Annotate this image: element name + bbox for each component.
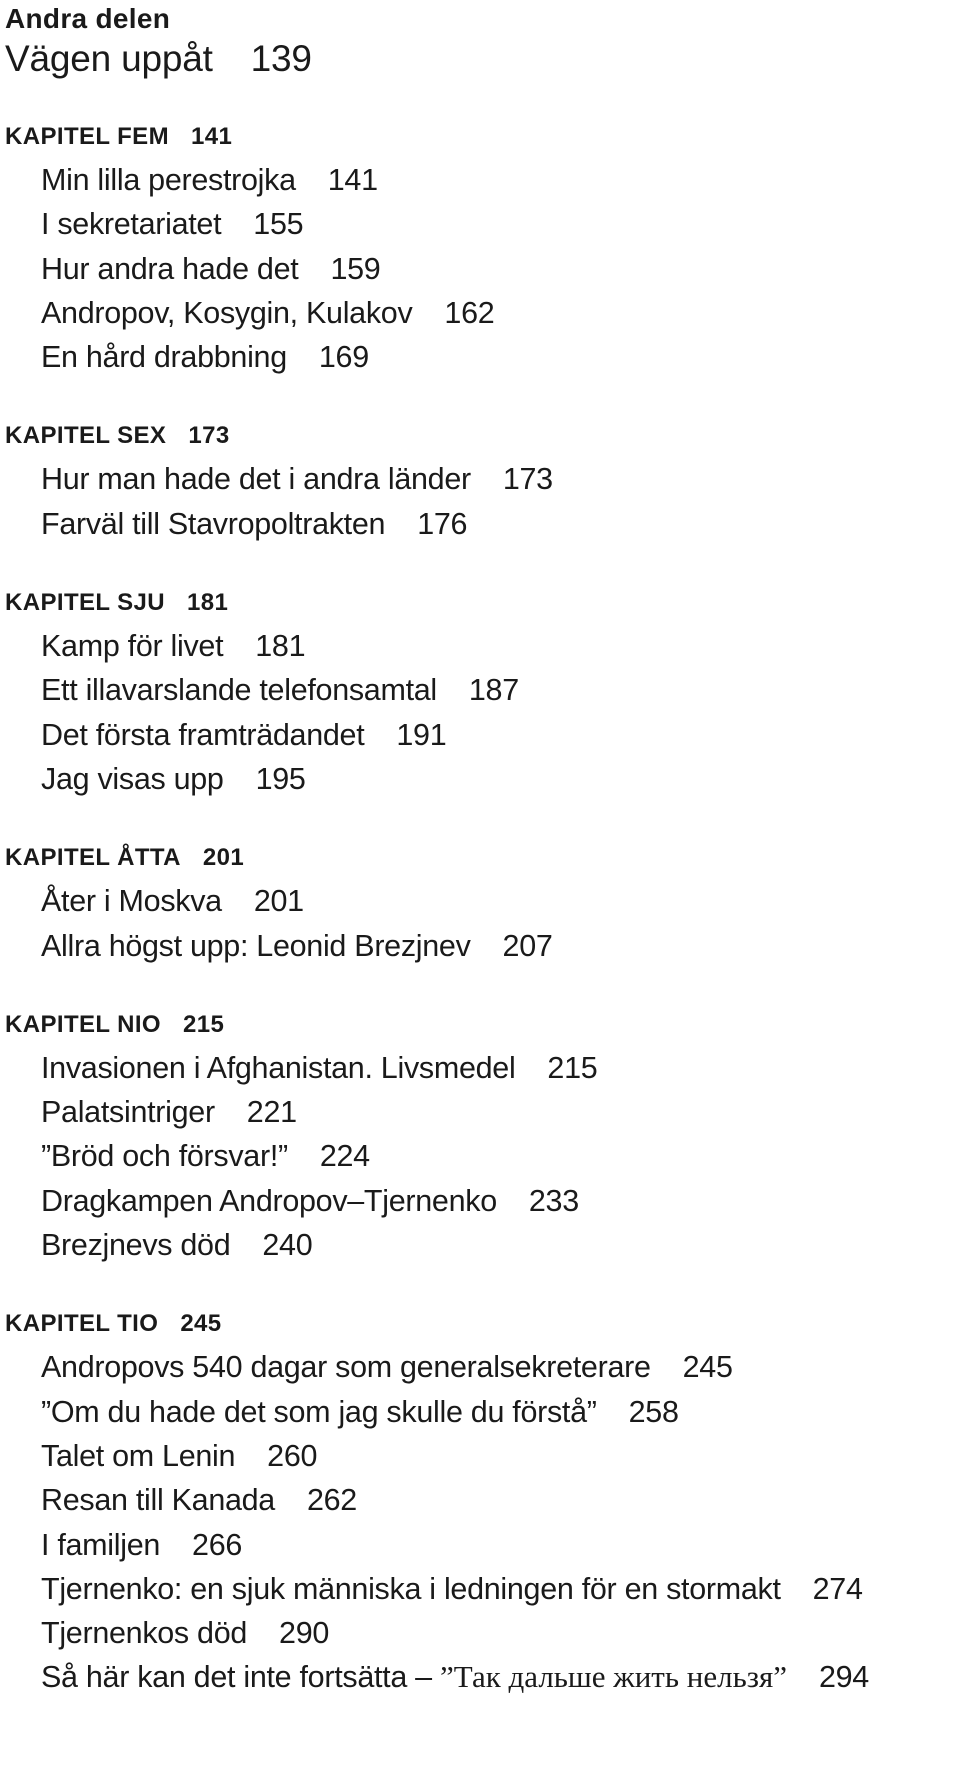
- entry-page-number: 290: [279, 1616, 330, 1651]
- entry-title: Invasionen i Afghanistan. Livsmedel: [41, 1050, 516, 1085]
- table-of-contents: [5, 0, 960, 1700]
- entry-title: I familjen: [41, 1527, 161, 1562]
- entry-page-number: 245: [682, 1350, 733, 1385]
- toc-entry: [41, 624, 960, 668]
- entry-page-number: 262: [306, 1483, 357, 1518]
- entry-page-number: 240: [262, 1228, 313, 1263]
- entry-title: En hård drabbning: [41, 340, 287, 375]
- entry-title: Andropovs 540 dagar som generalsekreterare: [41, 1350, 651, 1385]
- toc-entry: [41, 1567, 960, 1611]
- entry-title: Talet om Lenin: [41, 1438, 236, 1473]
- chapter-heading: [5, 421, 960, 451]
- entry-page-number: 176: [417, 506, 468, 541]
- part-label: Andra delen: [5, 3, 171, 34]
- entry-page-number: 260: [267, 1438, 318, 1473]
- toc-entry: [41, 1611, 960, 1655]
- toc-entry: [41, 757, 960, 801]
- toc-entry: [41, 291, 960, 335]
- entry-title-russian: ”Так дальше жить нельзя”: [440, 1659, 787, 1695]
- toc-entry: [41, 1223, 960, 1267]
- entry-title: Allra högst upp: Leonid Brezjnev: [41, 928, 471, 963]
- entry-list: [5, 1345, 960, 1699]
- toc-entry: [41, 1345, 960, 1389]
- toc-entry: [41, 502, 960, 546]
- entry-page-number: 173: [502, 462, 553, 497]
- entry-page-number: 181: [255, 629, 306, 664]
- chapter-page-number: 173: [188, 422, 230, 450]
- entry-title: Brezjnevs död: [41, 1228, 231, 1263]
- toc-entry: [41, 713, 960, 757]
- chapter-section: [5, 1010, 960, 1267]
- chapter-page-number: 245: [180, 1310, 222, 1338]
- entry-list: [5, 624, 960, 801]
- toc-entry: [41, 1090, 960, 1134]
- chapter-section: [5, 421, 960, 546]
- entry-title: Palatsintriger: [41, 1095, 215, 1130]
- chapter-heading-text: KAPITEL FEM: [5, 123, 169, 150]
- entry-title: Tjernenko: en sjuk människa i ledningen för en stormakt: [41, 1571, 781, 1606]
- entry-title: Det första framträdandet: [41, 717, 365, 752]
- entry-title: Hur man hade det i andra länder: [41, 462, 471, 497]
- entry-page-number: 294: [818, 1660, 869, 1695]
- entry-title: Ett illavarslande telefonsamtal: [41, 673, 437, 708]
- entry-title: Andropov, Kosygin, Kulakov: [41, 295, 413, 330]
- entry-page-number: 191: [396, 717, 447, 752]
- entry-title: Resan till Kanada: [41, 1483, 275, 1518]
- toc-entry: [41, 1046, 960, 1090]
- entry-page-number: 224: [319, 1139, 370, 1174]
- part-title-text: Vägen uppåt: [5, 38, 213, 79]
- entry-page-number: 155: [253, 207, 304, 242]
- chapter-page-number: 141: [190, 123, 233, 150]
- entry-page-number: 266: [192, 1527, 243, 1562]
- entry-title: Dragkampen Andropov–Tjernenko: [41, 1183, 497, 1218]
- chapter-section: [5, 1309, 960, 1699]
- entry-page-number: 233: [528, 1183, 579, 1218]
- entry-page-number: 274: [812, 1571, 863, 1606]
- entry-page-number: 169: [318, 340, 369, 375]
- entry-page-number: 187: [468, 673, 519, 708]
- entry-title: Jag visas upp: [41, 761, 224, 796]
- entry-page-number: 201: [253, 884, 304, 919]
- entry-title: ”Om du hade det som jag skulle du förstå”: [41, 1394, 597, 1429]
- chapter-heading: [5, 1010, 960, 1040]
- entry-list: [5, 1046, 960, 1267]
- toc-entry: [41, 1523, 960, 1567]
- chapter-page-number: 215: [182, 1010, 225, 1038]
- toc-entry: [41, 879, 960, 923]
- entry-list: [5, 457, 960, 546]
- entry-title: Min lilla perestrojka: [41, 163, 296, 197]
- toc-entry: [41, 1655, 960, 1699]
- part-title: [5, 36, 960, 82]
- chapter-heading-text: KAPITEL SEX: [5, 422, 167, 450]
- toc-entry: [41, 247, 960, 291]
- entry-page-number: 258: [628, 1394, 679, 1429]
- chapter-heading: [5, 843, 960, 873]
- entry-page-number: 207: [502, 928, 553, 963]
- toc-entry: [41, 1134, 960, 1178]
- entry-page-number: 162: [444, 295, 495, 330]
- entry-title: ”Bröd och försvar!”: [41, 1139, 288, 1174]
- toc-entry: [41, 335, 960, 379]
- chapter-heading-text: KAPITEL ÅTTA: [5, 844, 181, 872]
- toc-entry: [41, 668, 960, 712]
- chapter-heading-text: KAPITEL SJU: [5, 589, 165, 617]
- chapter-heading-text: KAPITEL NIO: [5, 1010, 161, 1038]
- chapter-heading-text: KAPITEL TIO: [5, 1310, 159, 1338]
- entry-title: Farväl till Stavropoltrakten: [41, 506, 386, 541]
- toc-entry: [41, 924, 960, 968]
- part-page-number: 139: [250, 38, 312, 79]
- toc-entry: [41, 1434, 960, 1478]
- entry-page-number: 215: [547, 1050, 598, 1085]
- toc-entry: [41, 457, 960, 501]
- toc-entry: [41, 158, 960, 202]
- entry-page-number: 159: [330, 251, 381, 286]
- entry-page-number: 221: [246, 1095, 297, 1130]
- chapter-heading: [5, 122, 960, 152]
- entry-list: [5, 158, 960, 379]
- entry-title: Kamp för livet: [41, 629, 224, 664]
- entry-page-number: 141: [327, 163, 378, 197]
- entry-page-number: 195: [255, 761, 306, 796]
- chapter-page-number: 201: [202, 844, 245, 872]
- toc-entry: [41, 202, 960, 246]
- entry-title: I sekretariatet: [41, 207, 222, 242]
- chapter-section: [5, 588, 960, 801]
- chapter-heading: [5, 588, 960, 618]
- toc-entry: [41, 1478, 960, 1522]
- entry-title: Åter i Moskva: [41, 884, 222, 919]
- entry-title: Hur andra hade det: [41, 251, 299, 286]
- chapter-heading: [5, 1309, 960, 1339]
- toc-entry: [41, 1390, 960, 1434]
- entry-title: Så här kan det inte fortsätta –: [41, 1660, 441, 1695]
- toc-entry: [41, 1179, 960, 1223]
- chapter-page-number: 181: [187, 589, 229, 617]
- chapter-list: [5, 122, 960, 1700]
- chapter-section: [5, 843, 960, 968]
- entry-title: Tjernenkos död: [41, 1616, 248, 1651]
- entry-list: [5, 879, 960, 968]
- chapter-section: [5, 122, 960, 379]
